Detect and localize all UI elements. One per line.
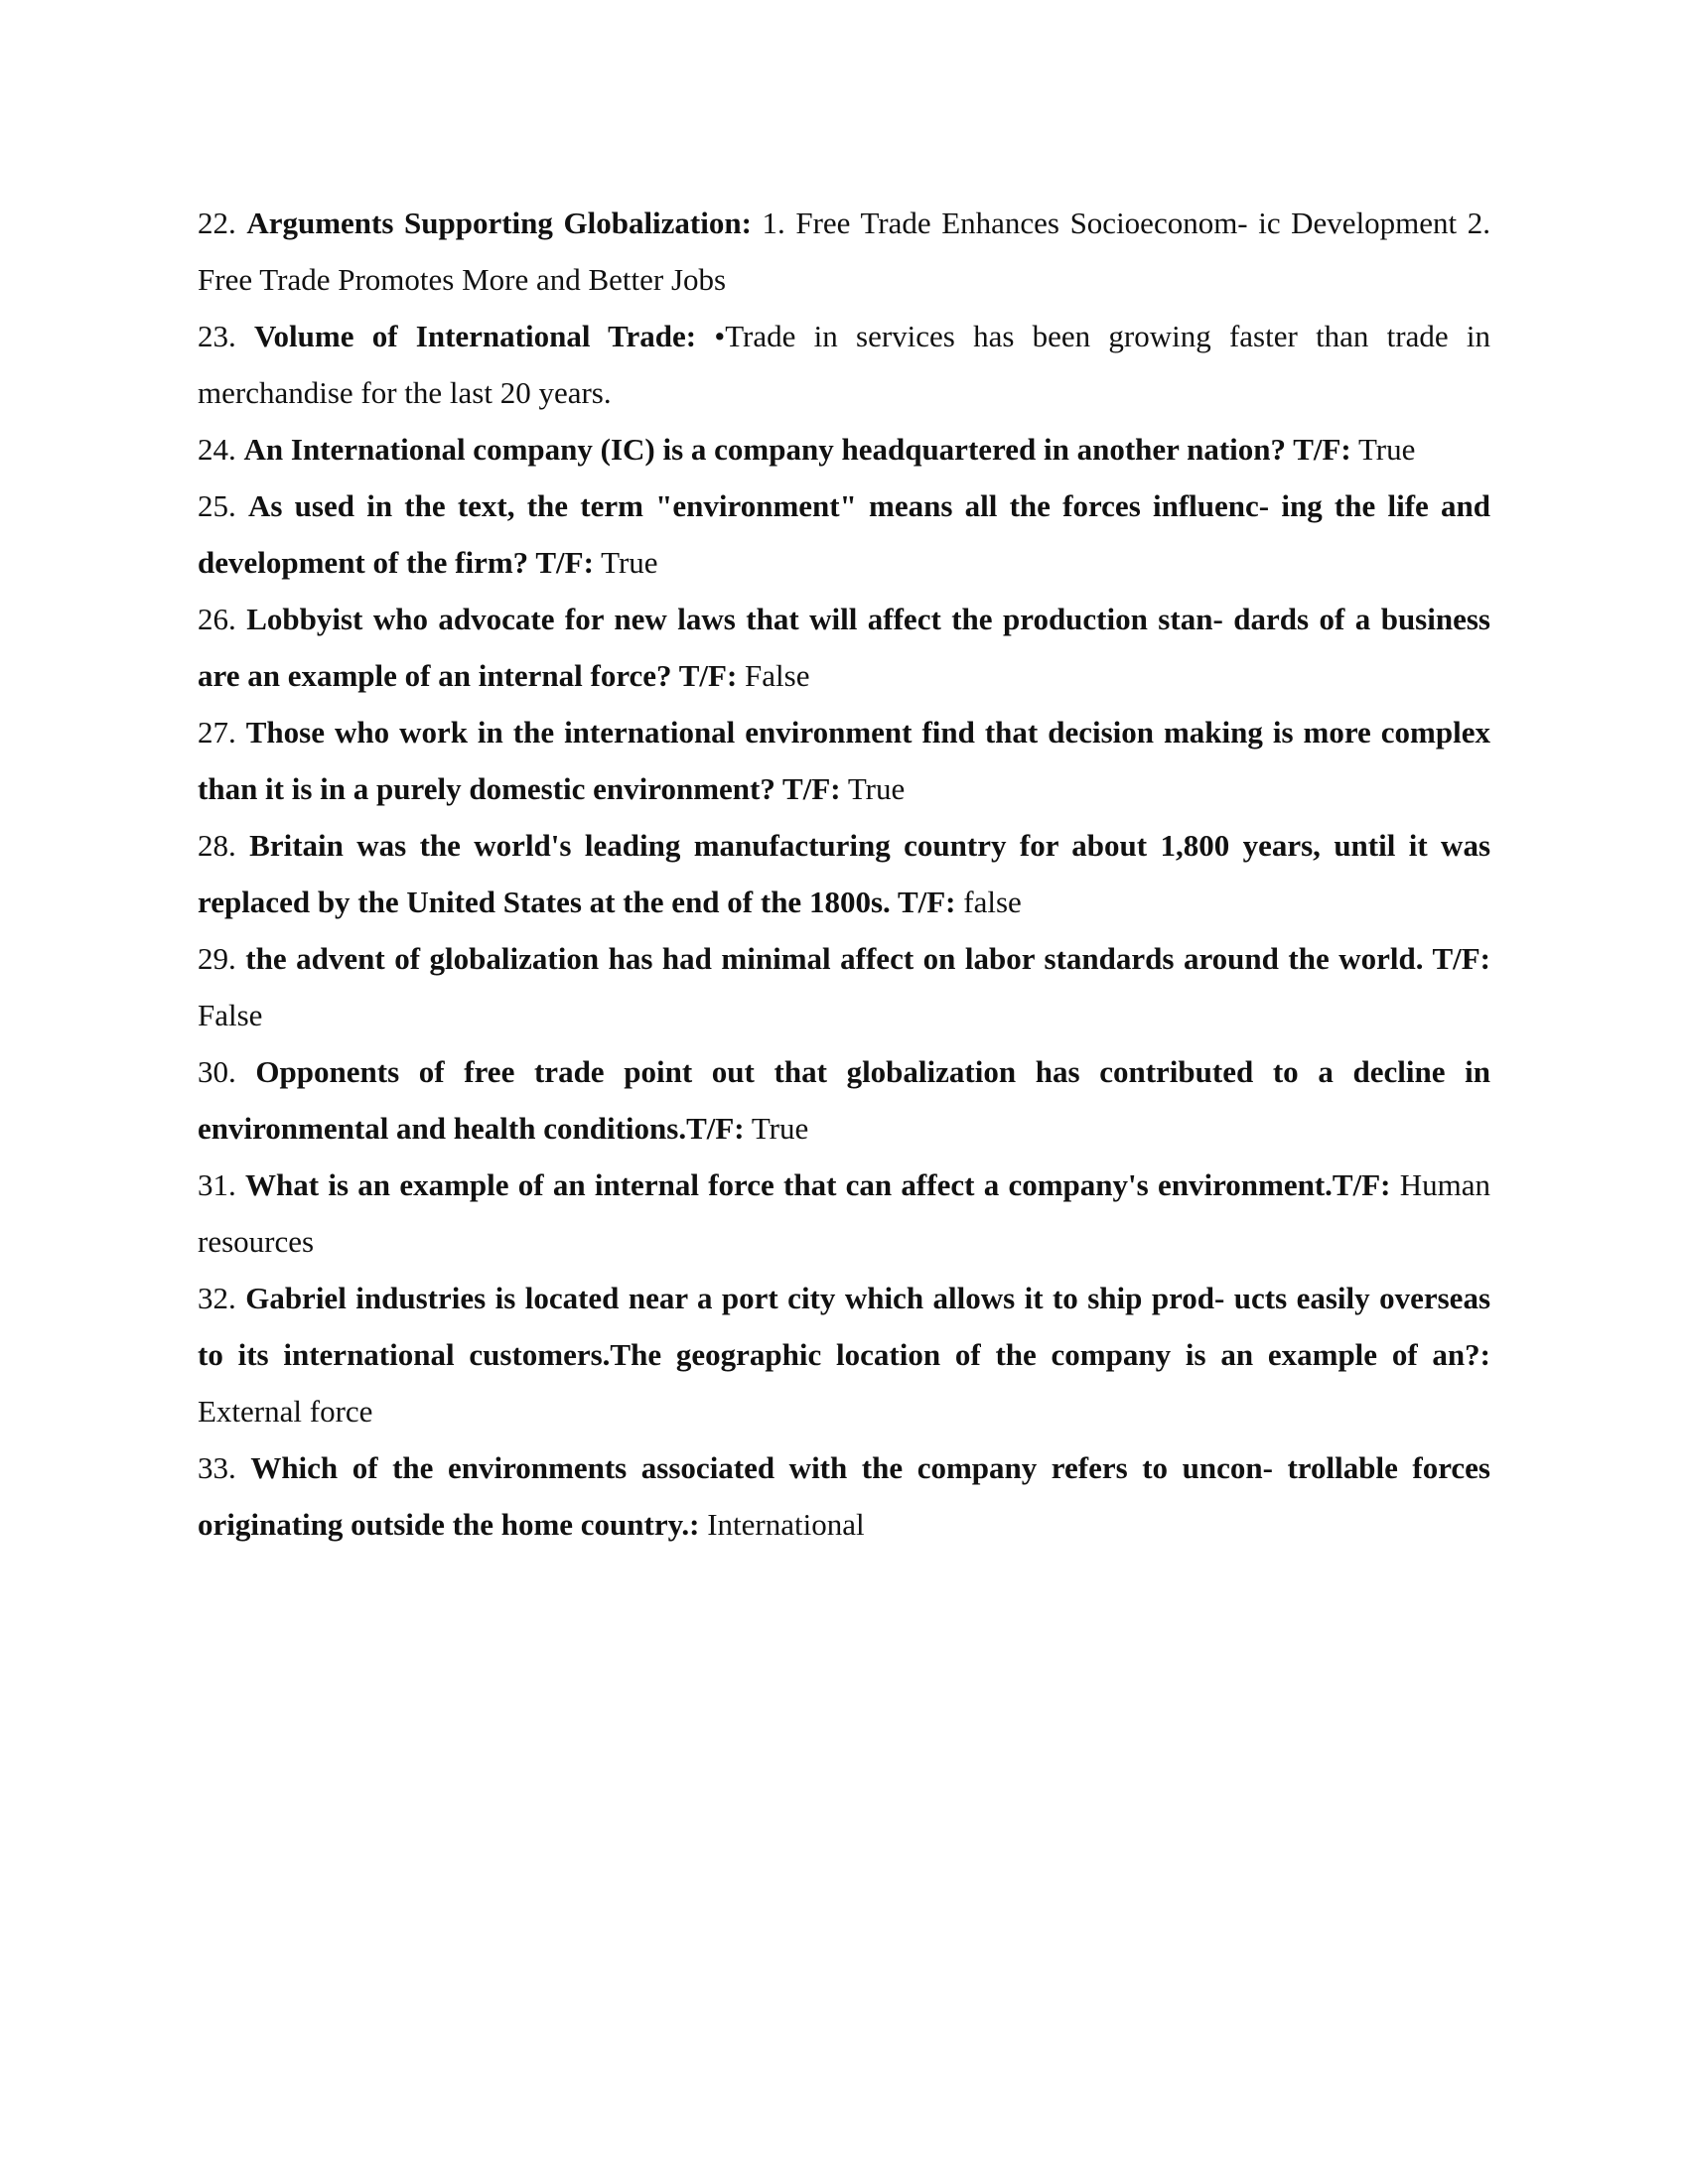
question-text: Opponents of free trade point out that globalization has contributed to a decline in environmental and health conditions.T/F: [198,1054,1491,1146]
answer-text: 1. Free Trade Enhances Socioeconom- ic Development 2. Free Trade Promotes More and Better Jobs [198,205,1490,297]
question-text: Those who work in the international environment find that decision making is more complex than it is in a purely domestic environment? T/F: [198,715,1490,806]
item-number: 30. [198,1054,236,1089]
item-number: 32. [198,1281,236,1315]
qa-item-30 [198,1043,1490,1157]
item-number: 25. [198,488,236,523]
question-text: As used in the text, the term "environment" means all the forces influenc- ing the life and development of the firm? T/F: [198,488,1490,580]
question-text: Which of the environments associated with the company refers to uncon- trollable forces originating outside the home country.: [198,1450,1491,1542]
question-text: Britain was the world's leading manufacturing country for about 1,800 years, until it was replaced by the United States at the end of the 1800s. T/F: [198,828,1491,919]
answer-text: True [601,545,658,580]
question-text: Arguments Supporting Globalization: [246,205,752,240]
question-text: Lobbyist who advocate for new laws that will affect the production stan- dards of a business are an example of an internal force? T/F: [198,602,1490,693]
answer-text: •Trade in services has been growing faster than trade in merchandise for the last 20 years. [198,319,1490,410]
answer-text: False [745,658,810,693]
question-text: the advent of globalization has had minimal affect on labor standards around the world. T/F: [245,941,1491,976]
item-number: 28. [198,828,236,863]
document-page [198,195,1490,1553]
item-number: 26. [198,602,236,636]
answer-text: True [1357,432,1416,467]
item-number: 24. [198,432,236,467]
qa-item-22 [198,195,1490,308]
qa-item-31 [198,1157,1490,1270]
question-text: An International company (IC) is a company headquartered in another nation? T/F: [243,432,1351,467]
answer-text: false [963,885,1022,919]
item-number: 31. [198,1167,236,1202]
qa-item-29 [198,930,1490,1043]
item-number: 23. [198,319,236,353]
question-text: Gabriel industries is located near a port city which allows it to ship prod- ucts easily overseas to its international customers.The geographic location of the company is an example of an?: [198,1281,1491,1372]
item-number: 27. [198,715,236,750]
item-number: 29. [198,941,236,976]
qa-item-27 [198,704,1490,817]
qa-item-32 [198,1270,1490,1439]
answer-text: False [198,998,263,1032]
qa-item-26 [198,591,1490,704]
qa-item-33 [198,1439,1490,1553]
answer-text: True [751,1111,809,1146]
answer-text: International [707,1507,865,1542]
qa-item-23 [198,308,1490,421]
answer-text: External force [198,1394,373,1429]
question-text: What is an example of an internal force that can affect a company's environment.T/F: [245,1167,1391,1202]
qa-item-25 [198,478,1490,591]
question-text: Volume of International Trade: [254,319,697,353]
qa-item-28 [198,817,1490,930]
qa-item-24 [198,421,1490,478]
answer-text: True [847,771,906,806]
item-number: 22. [198,205,236,240]
item-number: 33. [198,1450,236,1485]
answer-text: Human resources [198,1167,1491,1259]
